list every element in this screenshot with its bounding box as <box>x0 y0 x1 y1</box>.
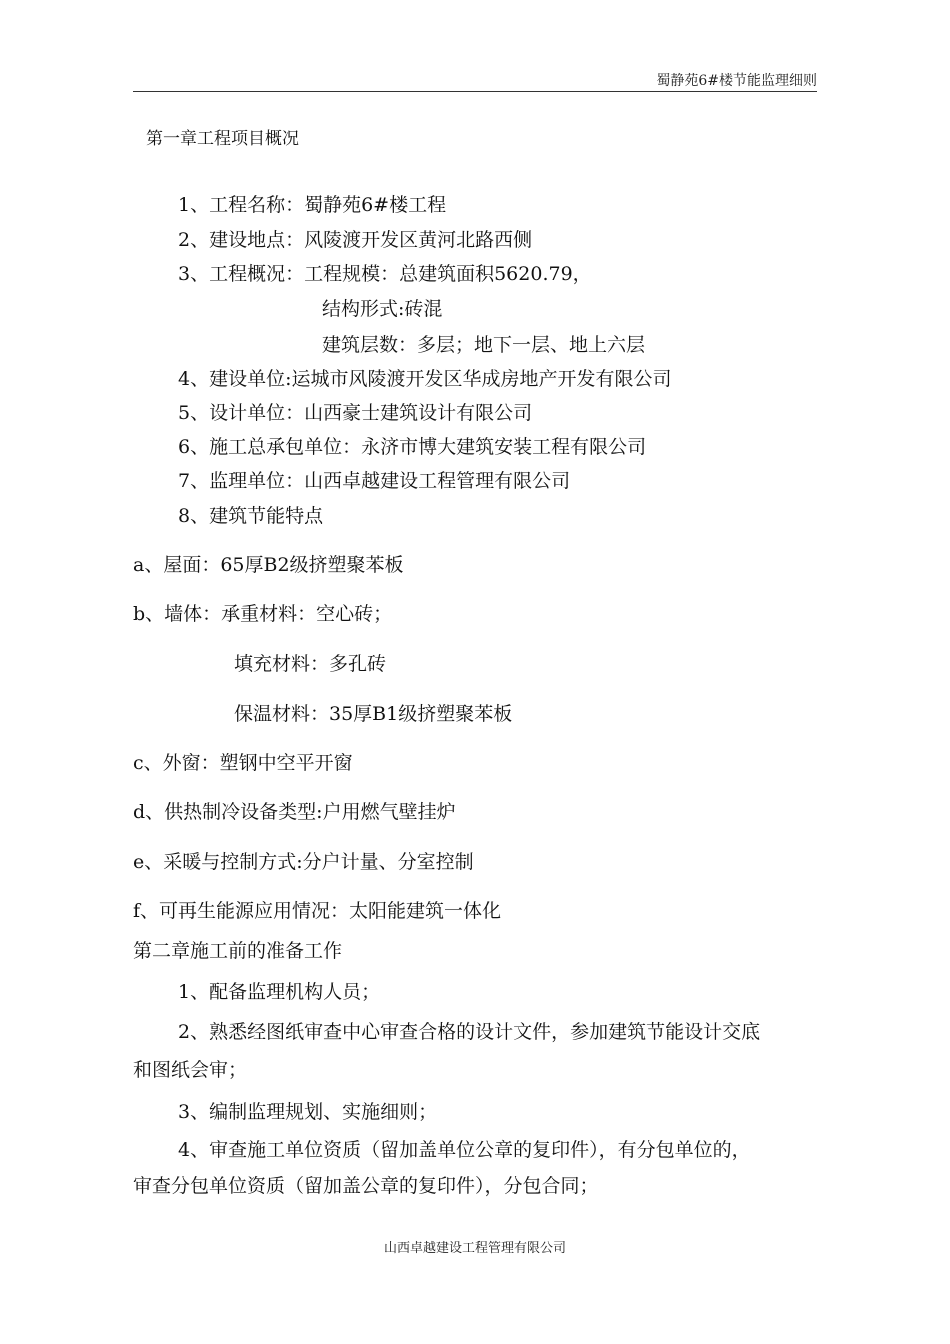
chapter-2-title: 第二章施工前的准备工作 <box>133 940 343 962</box>
feature-roof: a、屋面：65厚B2级挤塑聚苯板 <box>133 554 404 576</box>
feature-renewable-energy: f、可再生能源应用情况：太阳能建筑一体化 <box>133 900 502 922</box>
prep-item-2: 2、熟悉经图纸审查中心审查合格的设计文件，参加建筑节能设计交底 <box>178 1021 761 1043</box>
chapter-1-title: 第一章工程项目概况 <box>146 129 299 149</box>
supervision-unit: 7、监理单位：山西卓越建设工程管理有限公司 <box>178 470 571 492</box>
feature-wall: b、墙体：承重材料：空心砖； <box>133 603 393 625</box>
prep-item-4: 4、审查施工单位资质（留加盖单位公章的复印件），有分包单位的， <box>178 1139 751 1161</box>
prep-item-1: 1、配备监理机构人员； <box>178 981 381 1003</box>
feature-insulation-material: 保温材料：35厚B1级挤塑聚苯板 <box>234 703 513 725</box>
general-contractor: 6、施工总承包单位：永济市博大建筑安装工程有限公司 <box>178 436 647 458</box>
construction-unit: 4、建设单位:运城市风陵渡开发区华成房地产开发有限公司 <box>178 368 672 390</box>
prep-item-2-continued: 和图纸会审； <box>133 1059 248 1081</box>
building-floors: 建筑层数：多层；地下一层、地上六层 <box>322 334 646 356</box>
construction-site: 2、建设地点：风陵渡开发区黄河北路西侧 <box>178 229 533 251</box>
prep-item-3: 3、编制监理规划、实施细则； <box>178 1101 438 1123</box>
footer-company: 山西卓越建设工程管理有限公司 <box>383 1241 566 1256</box>
project-overview: 3、工程概况：工程规模：总建筑面积5620.79， <box>178 263 592 285</box>
header-rule <box>133 91 817 92</box>
energy-features-heading: 8、建筑节能特点 <box>178 505 324 527</box>
project-name: 1、工程名称：蜀静苑6#楼工程 <box>178 194 447 216</box>
structure-type: 结构形式:砖混 <box>322 298 443 320</box>
prep-item-4-continued: 审查分包单位资质（留加盖公章的复印件），分包合同； <box>133 1175 599 1197</box>
feature-heating-cooling: d、供热制冷设备类型:户用燃气壁挂炉 <box>133 801 456 823</box>
feature-windows: c、外窗：塑钢中空平开窗 <box>133 752 353 774</box>
design-unit: 5、设计单位：山西豪士建筑设计有限公司 <box>178 402 533 424</box>
feature-heating-control: e、采暖与控制方式:分户计量、分室控制 <box>133 851 474 873</box>
feature-fill-material: 填充材料：多孔砖 <box>234 653 387 675</box>
header-title: 蜀静苑6#楼节能监理细则 <box>656 73 817 89</box>
